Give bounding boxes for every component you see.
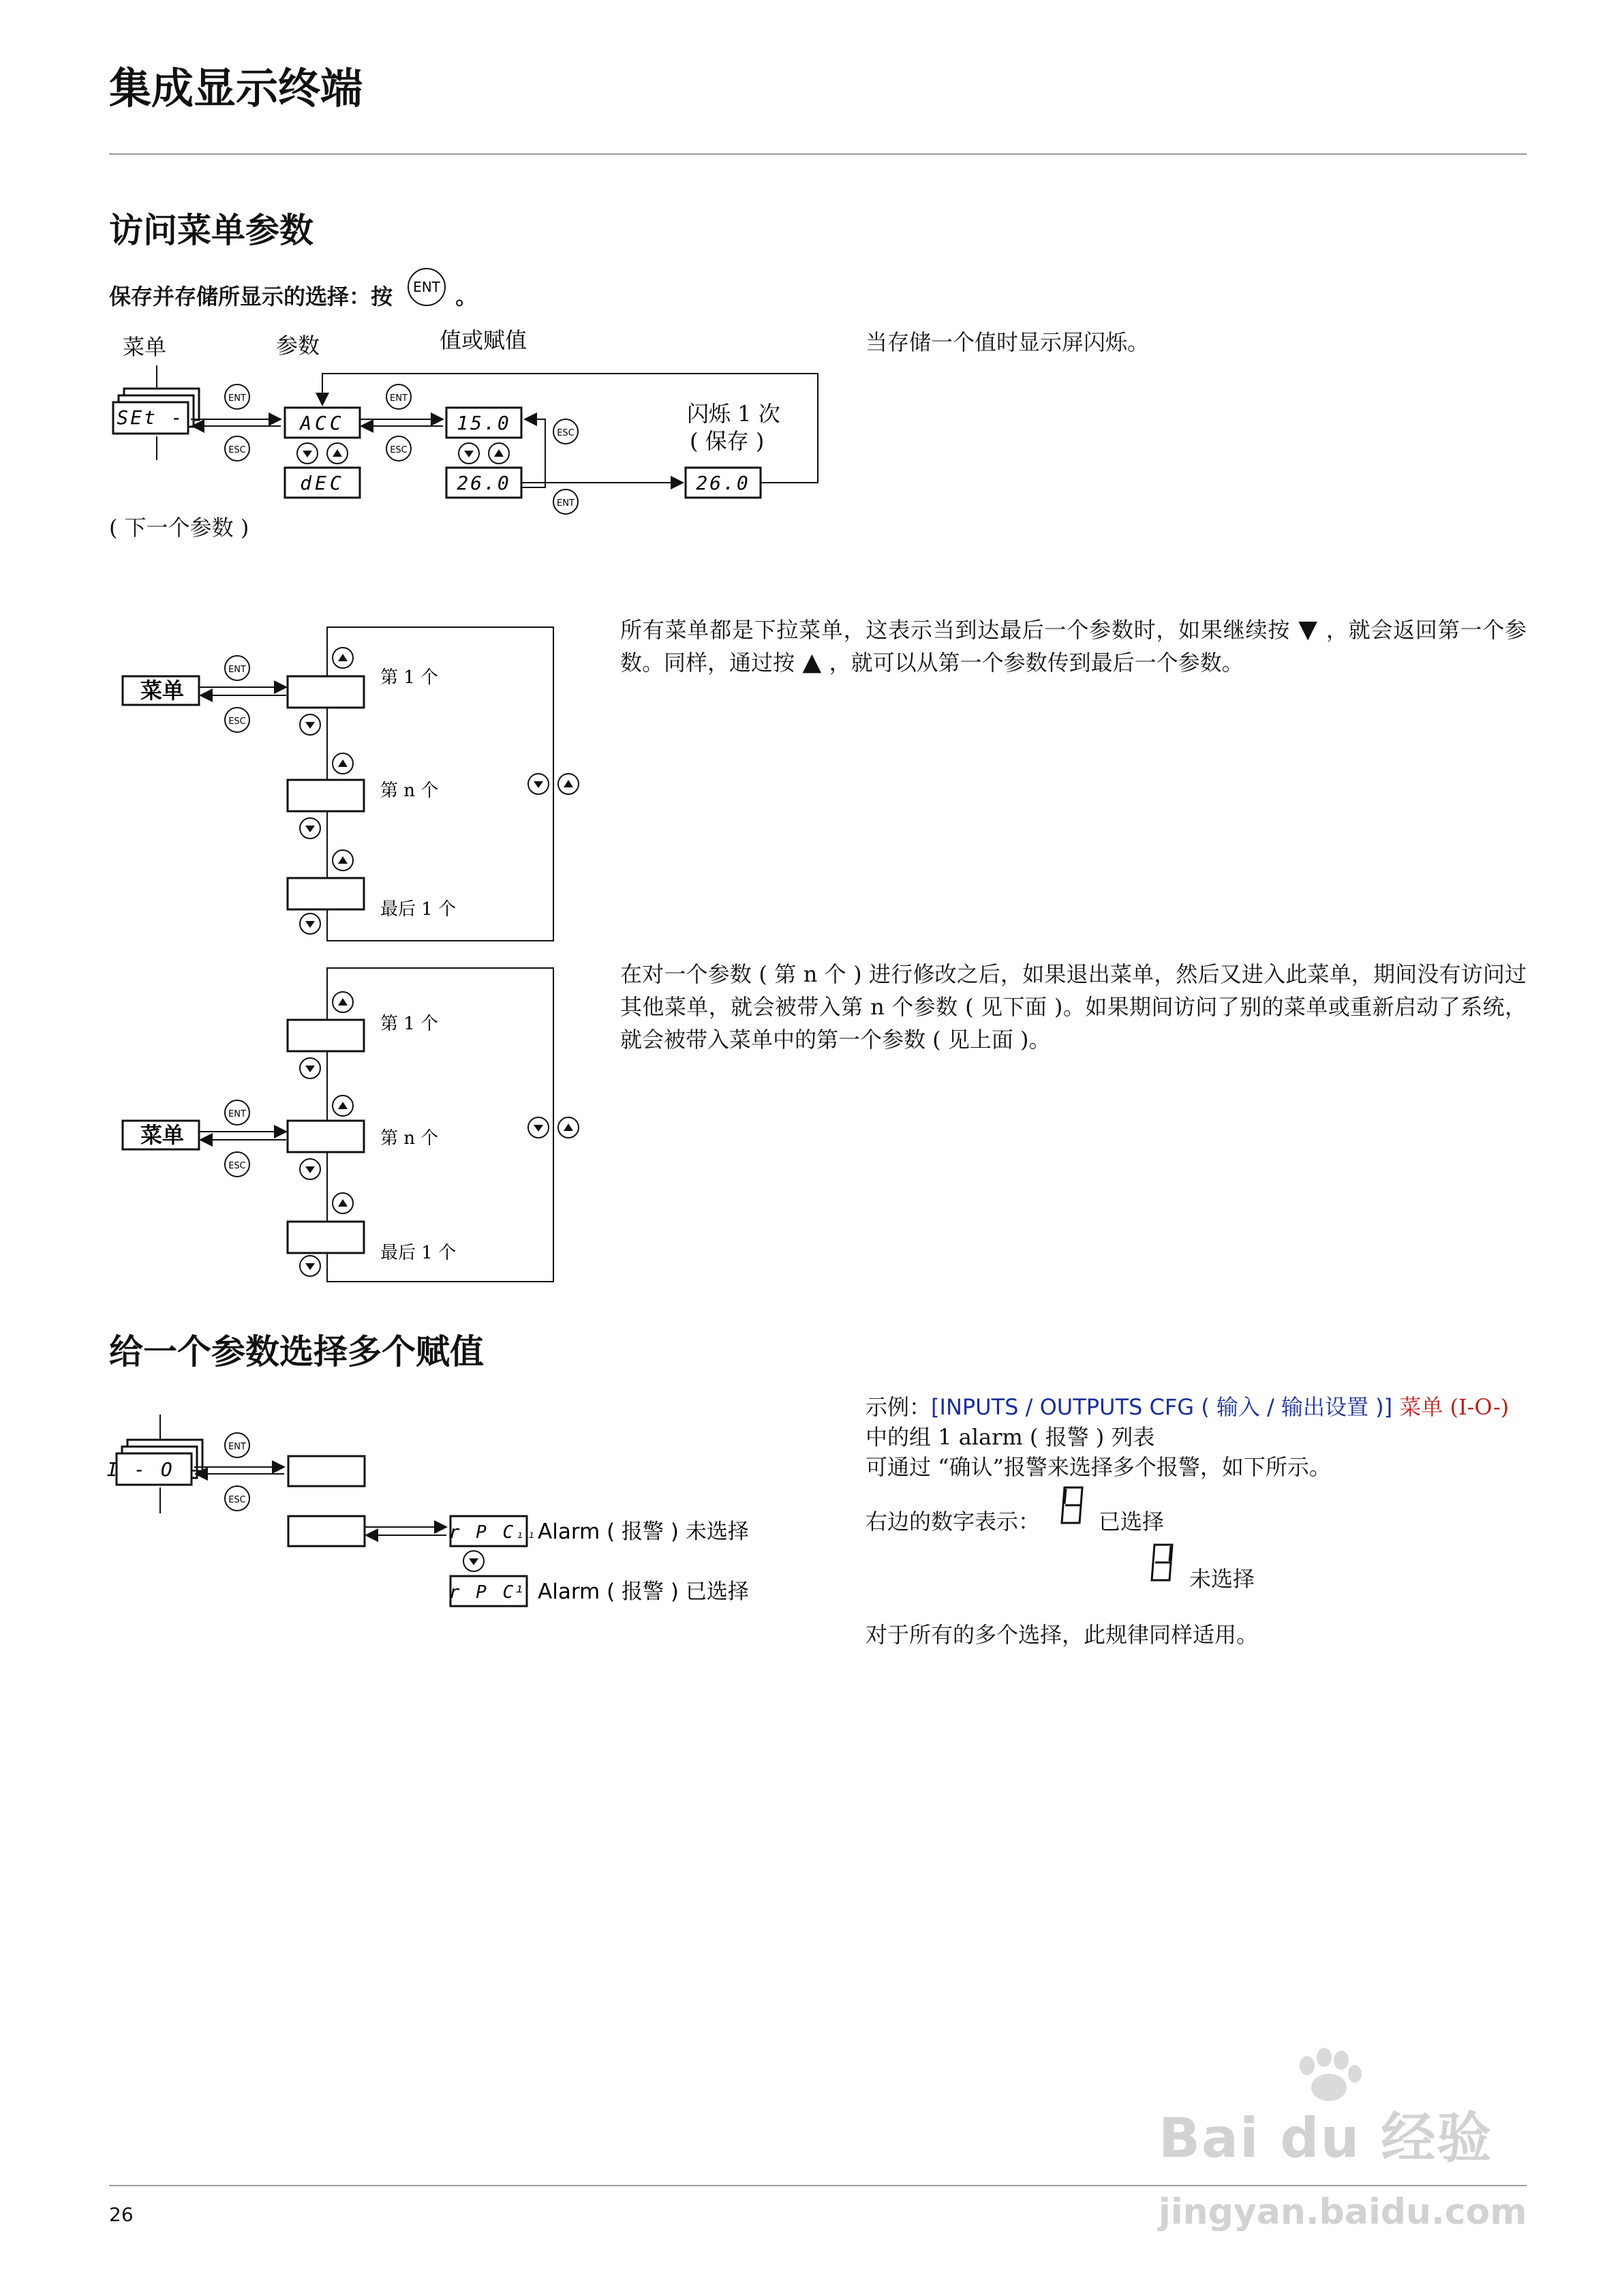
paragraph-return-nth: 在对一个参数 ( 第 n 个 ) 进行修改之后，如果退出菜单，然后又进入此菜单，期间没有访问过其他菜单，就会被带入第 n 个参数 ( 见下面 )。如果期间访问了别的菜单或重新启动了系统，就会被带入菜单中的第一个参数 ( 见上面 )。 (620, 961, 1527, 1053)
svg-text:ENT: ENT (390, 393, 408, 404)
flash-once-label: 闪烁 1 次 (687, 401, 780, 427)
paragraph-dropdown-b: ，就会返回第一个参数。同样，通过按 (620, 617, 1527, 676)
svg-text:菜单: 菜单 (140, 1122, 185, 1148)
dropdown-loop-diagram-1 (116, 620, 593, 948)
svg-text:ESC: ESC (557, 428, 575, 438)
svg-text:r P C: r P C (448, 1522, 517, 1543)
svg-text:ENT: ENT (228, 393, 246, 404)
header-divider (109, 153, 1527, 155)
svg-text:ENT: ENT (228, 1442, 246, 1452)
down-arrow-icon: ▼ (1289, 616, 1326, 644)
sub-box-1 (288, 1456, 365, 1486)
example-line (866, 1392, 1509, 1422)
label-menu: 菜单 (123, 334, 167, 360)
digit-selected-icon (1055, 1485, 1089, 1526)
svg-text:第 1 个: 第 1 个 (380, 667, 439, 688)
svg-text:菜单: 菜单 (140, 678, 185, 704)
right-digit-label: 右边的数字表示： (866, 1509, 1041, 1535)
watermark-url: jingyan.baidu.com (1159, 2192, 1527, 2233)
selected-label: 已选择 (1099, 1509, 1165, 1535)
param-box-last (288, 878, 364, 909)
flash-save-label: ( 保存 ) (690, 428, 765, 454)
paragraph-dropdown-a: 所有菜单都是下拉菜单，这表示当到达最后一个参数时，如果继续按 (620, 617, 1290, 643)
svg-text:26.0: 26.0 (457, 472, 511, 494)
svg-text:ESC: ESC (228, 1495, 246, 1505)
svg-text:ESC: ESC (390, 445, 408, 455)
svg-text:SEt -: SEt - (117, 406, 185, 429)
save-instruction (109, 266, 477, 312)
section-title-access: 访问菜单参数 (109, 210, 313, 250)
param-box-nth (288, 1121, 364, 1152)
multi-assign-diagram (106, 1404, 801, 1622)
svg-text:ESC: ESC (228, 1161, 246, 1171)
svg-text:ENT: ENT (557, 498, 575, 509)
svg-text:15.0: 15.0 (457, 412, 511, 434)
svg-text:26.0: 26.0 (696, 472, 750, 494)
rule-text: 对于所有的多个选择，此规律同样适用。 (866, 1622, 1259, 1648)
svg-text:最后 1 个: 最后 1 个 (380, 899, 457, 920)
example-prefix: 示例： (866, 1394, 932, 1420)
page-title: 集成显示终端 (109, 63, 363, 113)
alarm-selected-label: Alarm ( 报警 ) 已选择 (538, 1580, 749, 1604)
svg-text:第 n 个: 第 n 个 (380, 1128, 439, 1149)
ent-button-icon (406, 266, 448, 308)
svg-text:ı ı: ı ı (517, 1530, 535, 1541)
svg-text:最后 1 个: 最后 1 个 (380, 1243, 457, 1263)
up-arrow-icon: ▲ (795, 648, 829, 676)
svg-text:ESC: ESC (228, 716, 246, 727)
svg-text:ENT: ENT (413, 279, 441, 295)
svg-text:ESC: ESC (228, 445, 246, 455)
page-number: 26 (109, 2203, 134, 2226)
save-instruction-end: 。 (455, 284, 478, 309)
example-line3: 可通过 “确认”报警来选择多个报警，如下所示。 (866, 1454, 1331, 1480)
param-box-first (288, 1020, 364, 1051)
svg-text:ENT: ENT (228, 1109, 246, 1119)
svg-text:ACC: ACC (300, 412, 345, 434)
dropdown-loop-diagram-2 (116, 961, 593, 1288)
svg-text:ı': ı' (516, 1582, 531, 1596)
param-box-nth (288, 780, 364, 811)
svg-text:r P C: r P C (448, 1582, 517, 1603)
flash-note: 当存储一个值时显示屏闪烁。 (866, 329, 1150, 355)
next-param-label: ( 下一个参数 ) (109, 515, 249, 541)
svg-text:I - O -: I - O - (106, 1458, 202, 1481)
paragraph-dropdown (620, 614, 1527, 679)
section-title-multi: 给一个参数选择多个赋值 (109, 1331, 484, 1372)
paw-icon (1287, 2045, 1368, 2106)
alarm-unselected-label: Alarm ( 报警 ) 未选择 (538, 1520, 749, 1544)
example-line2: 中的组 1 alarm ( 报警 ) 列表 (866, 1424, 1155, 1450)
example-link[interactable]: [INPUTS / OUTPUTS CFG ( 输入 / 输出设置 )] (931, 1394, 1393, 1420)
save-instruction-text: 保存并存储所显示的选择：按 (109, 284, 393, 309)
svg-text:dEC: dEC (300, 472, 345, 494)
svg-text:第 1 个: 第 1 个 (380, 1014, 439, 1034)
footer-divider (109, 2185, 1527, 2186)
example-menu: 菜单 (I-O-) (1399, 1394, 1510, 1420)
svg-text:ENT: ENT (228, 665, 246, 675)
paragraph-dropdown-c: ，就可以从第一个参数传到最后一个参数。 (829, 650, 1244, 676)
watermark-logo: Bai du 经验 (1159, 2106, 1493, 2170)
param-box-last (288, 1222, 364, 1253)
svg-text:第 n 个: 第 n 个 (380, 781, 439, 801)
sub-box-2 (288, 1516, 365, 1546)
label-param: 参数 (276, 333, 320, 359)
digit-unselected-icon (1145, 1542, 1179, 1583)
unselected-label: 未选择 (1189, 1566, 1255, 1592)
label-value: 值或赋值 (440, 327, 527, 353)
param-box-first (288, 676, 364, 708)
